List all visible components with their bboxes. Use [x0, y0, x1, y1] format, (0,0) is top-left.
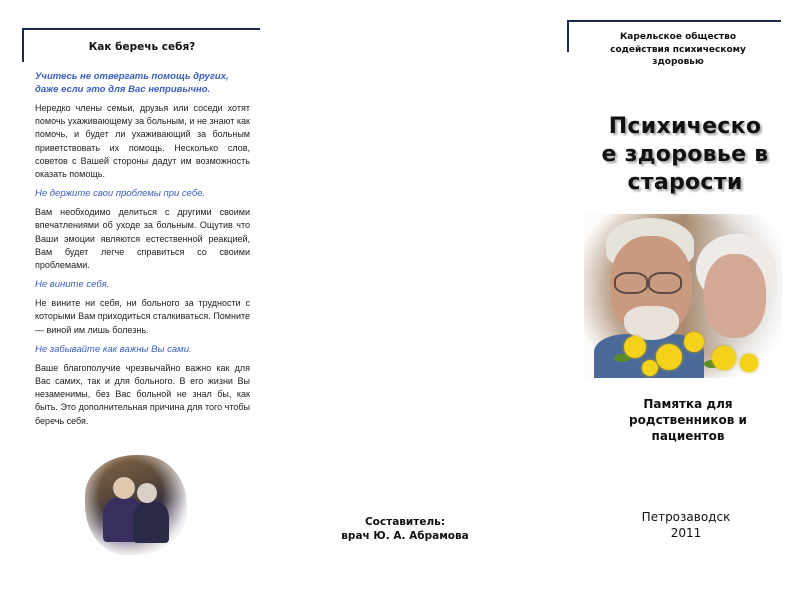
advice-column [35, 70, 250, 434]
subtitle-line-1: Памятка для [643, 397, 733, 411]
publication-year: 2011 [670, 526, 702, 540]
advice-text-3: Не вините ни себя, ни больного за трудности с которыми Вам приходиться сталкиваться. Помните — виной им лишь болезнь. [35, 298, 250, 335]
compiler-label: Составитель: [364, 516, 446, 528]
left-panel-title: Как беречь себя? [88, 41, 196, 53]
advice-text-4: Ваше благополучие чрезвычайно важно как для Вас самих, так и для больного. В его жизни Вы незаменимы, без Вас больной не знал бы, как быть. Это дополнительная причина для того чтобы беречь себя. [35, 362, 250, 426]
subtitle-line-3: пациентов [651, 429, 725, 443]
org-line-3: здоровью [652, 57, 704, 67]
title-line-1: Психическо [608, 114, 762, 139]
brochure-title [575, 113, 795, 197]
subtitle-line-2: родственников и [629, 413, 747, 427]
left-panel-header [22, 28, 260, 62]
compiler-block [320, 515, 490, 543]
publication-place [610, 509, 762, 541]
advice-text-2: Вам необходимо делиться с другими своими впечатлениями об уходе за больным. Ощутив что Ваши эмоции являются естественной реакцией, Вам будет легче справиться со своими проблемами. [35, 207, 250, 271]
advice-heading-1: Учитесь не отвергать помощь других, даже если это для Вас непривычно. [35, 71, 229, 95]
elderly-couple-flowers-photo [584, 214, 782, 378]
elderly-couple-photo [85, 455, 187, 555]
advice-text-1: Нередко члены семьи, друзья или соседи хотят помочь ухаживающему за больным, и не знают как помочь, и будет ли ухаживающий за больным приветствовать их помощь. Несколько слов, советов с Вашей стороны дадут им возможность оказать помощь. [35, 103, 250, 180]
advice-heading-3: Не вините себя. [35, 279, 110, 291]
title-line-2: е здоровье в [601, 142, 769, 167]
org-line-1: Карельское общество [619, 32, 737, 42]
advice-heading-4: Не забывайте как важны Вы сами. [35, 343, 192, 355]
organization-name [588, 31, 768, 69]
city-name: Петрозаводск [641, 510, 731, 524]
title-line-3: старости [627, 170, 743, 195]
advice-heading-2: Не держите свои проблемы при себе. [35, 188, 206, 200]
brochure-subtitle [598, 396, 778, 444]
org-line-2: содействия психическому [610, 44, 746, 55]
compiler-name: врач Ю. А. Абрамова [341, 530, 469, 542]
